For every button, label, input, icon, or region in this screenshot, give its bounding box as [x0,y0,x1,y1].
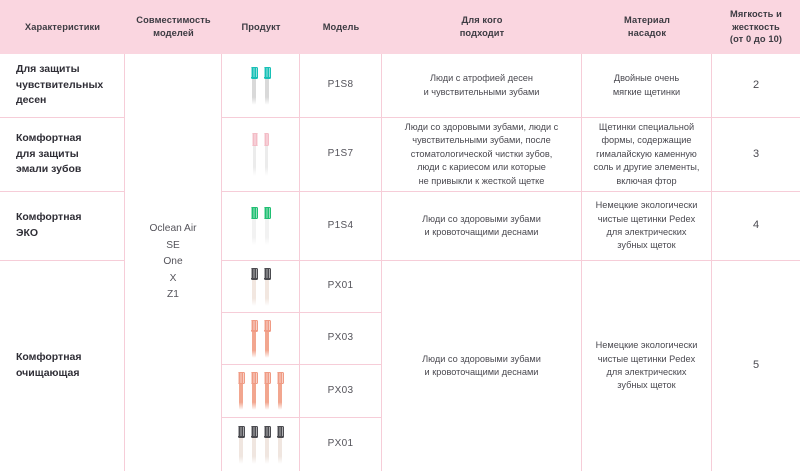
column-softness [712,54,800,471]
toothbrush-head-icon [238,372,284,410]
column-header-suitable-for: Для кого подходит [459,15,505,38]
column-header-product: Продукт [241,21,281,32]
column-characteristics [0,54,125,471]
softness-score-cell: 2 [712,54,800,118]
brush-neck [252,219,255,245]
model-cell: P1S7 [300,118,381,192]
bristle-material-cell: Двойные очень мягкие щетинки [582,54,711,118]
brush-bristles [251,207,258,219]
brush-neck [252,280,255,306]
model-cell: PX01 [327,438,354,450]
product-image-cell [222,418,299,471]
brush-neck [252,332,255,358]
brush-neck [265,219,268,245]
brush-bristles [277,372,284,384]
column-model [300,54,382,471]
product-image-cell [222,313,299,365]
column-header-characteristics: Характеристики [24,21,101,32]
column-suitable-for [382,54,582,471]
toothbrush-head [264,426,271,464]
toothbrush-head [264,372,271,410]
brush-bristles [264,207,271,219]
toothbrush-head [264,207,271,245]
suitable-for-cell: Люди с атрофией десен и чувствительными зубами [382,54,581,118]
toothbrush-head-icon [238,426,284,464]
toothbrush-head [277,426,284,464]
bristle-material-cell: Немецкие экологически чистые щетинки Pedex для электрических зубных щеток [595,340,698,391]
brush-bristles [264,133,270,146]
column-header-compatibility: Совместимость моделей [136,15,211,38]
model-cell: P1S4 [300,192,381,261]
brush-bristles [264,320,271,332]
feature-cell: Комфортная ЭКО [0,192,124,261]
toothbrush-head [251,426,258,464]
brush-neck [278,384,281,410]
toothbrush-head [238,426,245,464]
softness-score-cell: 3 [712,118,800,192]
model-cell: PX03 [300,365,381,418]
column-product [222,54,300,471]
brush-bristles [264,372,271,384]
brush-bristles [251,320,258,332]
feature-cell: Комфортная очищающая [16,351,82,379]
brush-bristles [251,426,258,438]
brush-bristles [238,372,245,384]
suitable-for-cell: Люди со здоровыми зубами и кровоточащими деснами [422,353,541,377]
brush-neck [265,280,268,306]
model-cell: P1S8 [300,54,381,118]
table-body [0,54,800,471]
brush-bristles [238,426,245,438]
product-image-cell [222,192,299,261]
toothbrush-head-icon [251,207,271,245]
toothbrush-head [251,320,258,358]
brush-bristles [277,426,284,438]
brush-neck [265,79,268,105]
softness-score-cell: 5 [752,359,760,372]
toothbrush-head-icon [251,268,271,306]
brush-neck [265,146,268,176]
suitable-for-cell: Люди со здоровыми зубами и кровоточащими деснами [382,192,581,261]
brush-neck [265,438,268,464]
brush-bristles [252,133,258,146]
toothbrush-head [251,207,258,245]
column-header-model: Модель [322,21,360,32]
toothbrush-head [251,67,258,105]
brush-neck [252,384,255,410]
compatibility-cell: Oclean Air SE One X Z1 [149,223,197,301]
brush-neck [239,384,242,410]
product-image-cell [222,118,299,192]
model-cell: PX01 [300,261,381,313]
brush-bristles [251,268,258,280]
brush-neck [265,384,268,410]
column-bristle-material [582,54,712,471]
toothbrush-head [251,372,258,410]
product-image-cell [222,261,299,313]
toothbrush-head [264,133,270,176]
brush-bristles [264,426,271,438]
toothbrush-head [264,67,271,105]
brush-bristles [264,268,271,280]
brush-neck [253,146,256,176]
feature-cell: Для защиты чувствительных десен [0,54,124,118]
brush-bristles [251,372,258,384]
table-header-row [0,0,800,54]
toothbrush-head [264,320,271,358]
brush-neck [252,438,255,464]
toothbrush-head [238,372,245,410]
toothbrush-head-icon [251,67,271,105]
toothbrush-head [252,133,258,176]
toothbrush-head [251,268,258,306]
brush-bristles [251,67,258,79]
brush-neck [278,438,281,464]
brush-neck [252,79,255,105]
column-header-softness: Мягкость и жесткость (от 0 до 10) [729,9,783,45]
bristle-material-cell: Немецкие экологически чистые щетинки Pedex для электрических зубных щеток [582,192,711,261]
brush-neck [265,332,268,358]
suitable-for-cell: Люди со здоровыми зубами, люди с чувствительными зубами, после стоматологической чистки зубов, люди с кариесом или которые не привыкли к жесткой щетке [382,118,581,192]
toothbrush-head [277,372,284,410]
product-image-cell [222,54,299,118]
product-image-cell [222,365,299,418]
softness-score-cell: 4 [712,192,800,261]
brush-neck [239,438,242,464]
toothbrush-head-icon [252,133,269,176]
toothbrush-head-icon [251,320,271,358]
model-cell: PX03 [300,313,381,365]
toothbrush-head [264,268,271,306]
brush-bristles [264,67,271,79]
column-header-bristle-material: Материал насадок [623,15,671,38]
column-compatibility [125,54,222,471]
bristle-material-cell: Щетинки специальной формы, содержащие гималайскую каменную соль и другие элементы, включая фтор [582,118,711,192]
feature-cell: Комфортная для защиты эмали зубов [0,118,124,192]
